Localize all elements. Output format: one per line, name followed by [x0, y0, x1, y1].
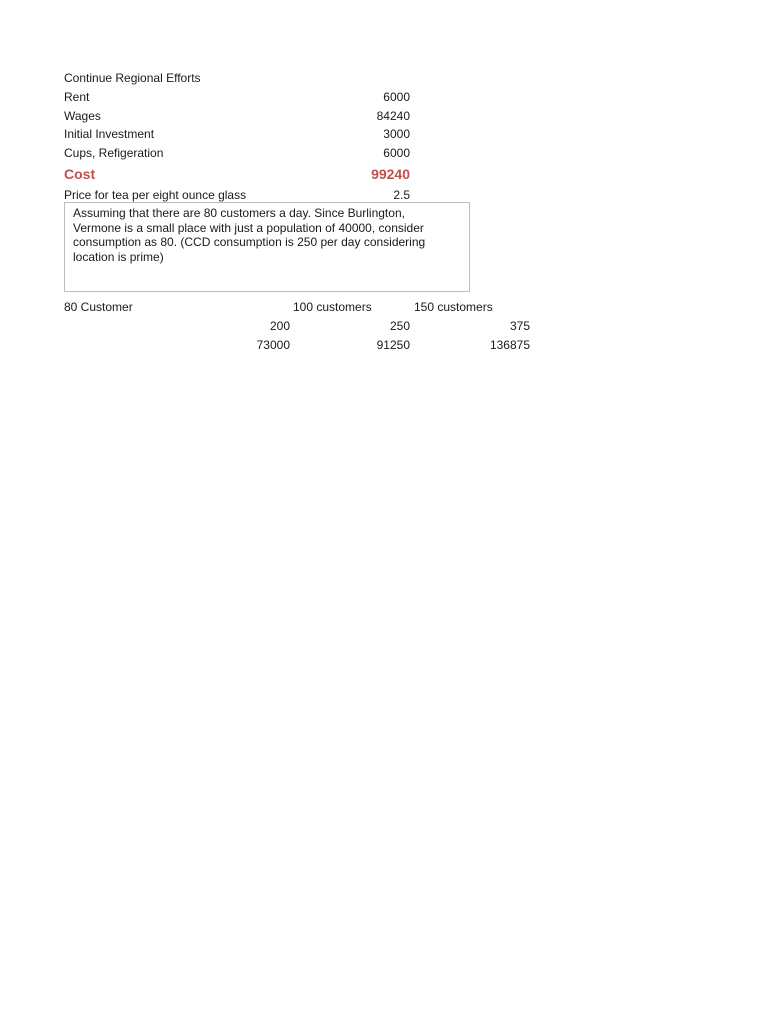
- scenario-header-100: 100 customers: [293, 300, 372, 314]
- daily-value-80: 200: [269, 319, 290, 333]
- scenario-header-150: 150 customers: [414, 300, 493, 314]
- daily-value-100: 250: [389, 319, 410, 333]
- cost-label-initial-investment: Initial Investment: [64, 127, 155, 141]
- note-line: Assuming that there are 80 customers a day. Since Burlington,: [73, 206, 405, 220]
- yearly-value-150: 136875: [489, 338, 530, 352]
- cost-label-rent: Rent: [64, 90, 90, 104]
- cost-label-wages: Wages: [64, 109, 101, 123]
- note-line: location is prime): [73, 249, 164, 264]
- cost-value-wages: 84240: [376, 109, 410, 123]
- yearly-value-100: 91250: [376, 338, 410, 352]
- cost-value-cups-refrigeration: 6000: [383, 146, 410, 160]
- daily-value-150: 375: [509, 319, 530, 333]
- yearly-value-80: 73000: [256, 338, 290, 352]
- scenario-header-80: 80 Customer: [64, 300, 133, 314]
- section-title: Continue Regional Efforts: [64, 71, 201, 85]
- total-cost-label: Cost: [64, 166, 96, 182]
- note-line: Vermone is a small place with just a population of 40000, consider: [73, 220, 424, 235]
- price-value: 2.5: [393, 188, 410, 202]
- cost-value-initial-investment: 3000: [383, 127, 410, 141]
- comment-textbox[interactable]: [64, 202, 470, 292]
- cost-label-cups-refrigeration: Cups, Refigeration: [64, 146, 164, 160]
- total-cost-value: 99240: [371, 166, 410, 182]
- price-label: Price for tea per eight ounce glass: [64, 188, 247, 202]
- note-line: consumption as 80. (CCD consumption is 250 per day considering: [73, 235, 426, 249]
- cost-value-rent: 6000: [383, 90, 410, 104]
